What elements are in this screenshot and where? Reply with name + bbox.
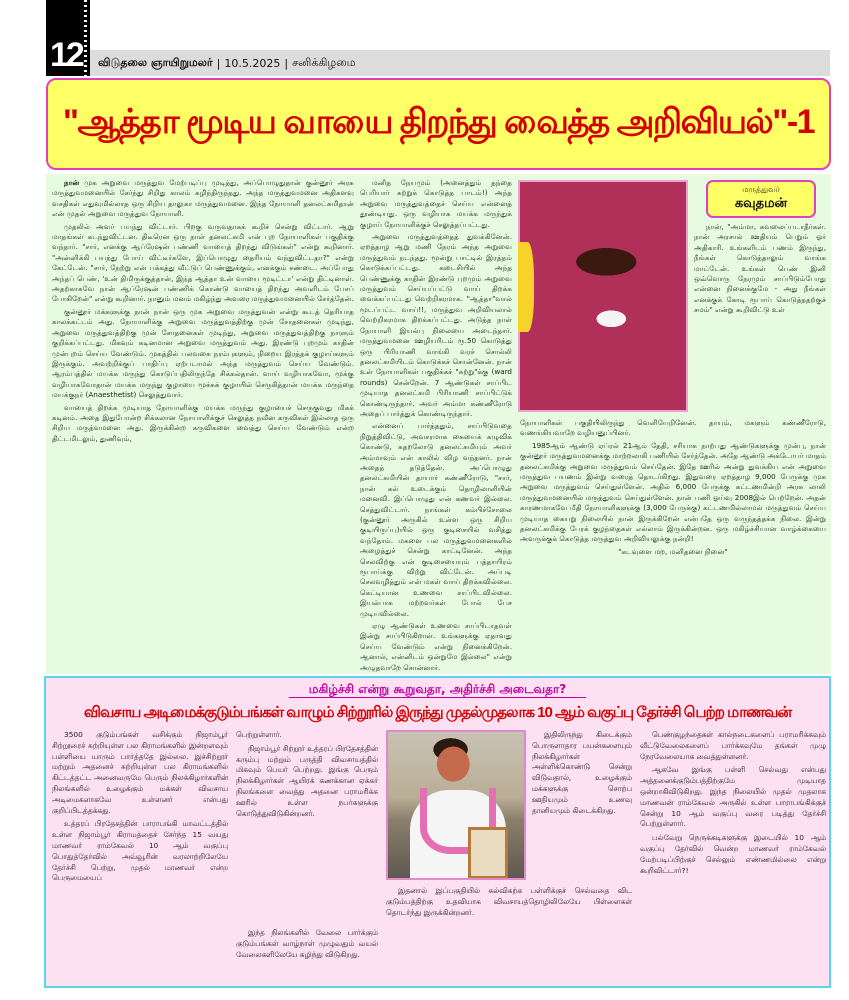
paragraph: குன்னூர் மக்களுக்கு நான் நான் ஒரு முக அறுவை மருத்துவன் என்று கூடத் தெரியாத காலக்கட்டம் அது. நோயாளிக்கு அறுவை மருத்துவத்திற்கு முன் சோதனைகள் முடிந்து, அறுவை மருத்துவத்திற்கு முன் சோதனைகள் முடிந்து, அறுவை மருத்துவத்திற்கு நாளும் குறிக்கப்பட்டது. மிகவும் கடினமான அறுவை மருத்துவம் அது. இரண்டு புறமும் காதின் முன்புறம் செய்ய வேண்டும். முகத்தில் பலவகை நரம்புகளும், நிறைய இரத்தக் குழாய்களும் இருக்கும். அவற்றிக்குப் பாதிப்பு ஏற்படாமல் அந்த மருத்துவம் செய்ய வேண்டும். ஆரம்பத்தில் மயக்க மருந்து கொடுப்பதிலிருந்தே சிக்கல்தான். வாய் வழியாகவோ, மூக்கு வழியாகவோதான் மயக்க மருந்து குழாயை மூச்சுக் குழாயில் செருகித்தான் மயக்க மருந்தை மயக்குநர் (Anaesthetist) செலுத்துவார்.: [52, 306, 354, 400]
paragraph: பெண்குழந்தைகள் கால்நடைகளைப் பராமரிக்கவும் வீட்டுவேலைகளைப் பார்க்கவுமே தங்கள் முழு நேரவேலையாக வைத்துள்ளனர்.: [640, 730, 826, 761]
article2-column-2-continued: [386, 886, 632, 921]
article2-column-3: [532, 730, 632, 819]
article2-column-2: [236, 730, 378, 822]
paragraph-text: முக அறுவை மருத்துவ மேற்படிப்பு முடித்து, அப்பொழுதுதான் குன்னூர் அரசு மருத்துவமனையில் சேர்ந்து சிறிது காலம் கழிந்திருந்தது. அந்த மருத்துவமனை அதிகளவு வசதிகள் எதுவுமில்லாத ஒரு சிறிய தாலுகா மருத்துவமனை. இந்த நோயாளி தனலட்சுமிதான் என் முதல் அறுவை மருத்துவ நோயாளி.: [52, 178, 354, 219]
paragraph: இந்த நிலங்களில் வேலை பார்க்கும் குடும்பங்கள் வாழ்நாள் முழுவதும் வயல் வேலைகளிலேயே கழிந்து விடுகிறது.: [236, 928, 378, 959]
paragraph: முதலில் அவர் பயந்து விட்டார். பிறகு வருவதாகக் கூறிச் சென்று விட்டார். ஆறு மாதங்கள் கடந்துவிட்டன. திடீரென ஒரு நாள் தனலட்சுமி என் புற நோயாளிகள் பகுதிக்கு வந்தார். "சார், எனக்கு ஆப்ரேஷன் பண்ணி வாயைத் திறந்து விடுங்கள்" என்று கூறினார். "அன்னிக்கி பயந்து போய் விட்டீர்களே, இப்பொழுது தைரியம் வந்துவிட்டதா?" என்று கேட்டேன். "சார், நேற்று என் பக்கத்து வீட்டுப் பெண்ணுக்கும், எனக்கும் சண்டை. அப்போது அந்தப் பெண், 'உன் திமிருக்குத்தான், இந்த ஆத்தா உன் வாயை மூடிட்டா' என்று திட்டினாள். அதற்காகவே நான் ஆப்ரேஷன் பண்ணிக் கொண்டு வாயைத் திறந்து அவளிடம் பேசப் போகிறேன்" என்று கூறினார். நானும் மனம் மகிழ்ந்து அவரை மருத்துவமனையில் சேர்த்தேன்.: [52, 221, 354, 304]
paragraph: ஏழு ஆண்டுகள் உணவை சாப்பிடாதவள் இன்று சாப்பிடுகிறாள். உங்களுக்கு ஏதாவது செய்ய வேண்டும் என்று நினைக்கிறேன். ஆனால், என்னிடம் ஒன்றுமே இல்லை" என்று அழுதவாறே சொன்னார்.: [360, 621, 512, 672]
article-headline: "ஆத்தா மூடிய வாயை திறந்து வைத்த அறிவியல்"-1: [62, 102, 815, 141]
article-column-3-continued: [520, 418, 826, 559]
paragraph: வாயைத் திறக்க முடியாத நோயாளிக்கு மயக்க மருந்து குழாயைச் செருகுவது மிகக் கடினம். அதை இதுபோன்ற சிக்கலான நோயாளிக்குச் செலுத்த நவீன கருவிகள் இல்லாத ஒரு சிறிய மருத்வமனை அது. இருக்கின்ற கருவிகளை வைத்து செய்ய வேண்டும் என்ற திட்டமிடலும், துணிவும்,: [52, 402, 354, 443]
second-article-headline: விவசாய அடிமைக்குடும்பங்கள் வாழும் சிற்றூரில் இருந்து முதல்முதலாக 10 ஆம் வகுப்பு தேர்ச்சி பெற்ற மாணவன்: [83, 704, 792, 721]
issue-date: 10.5.2025: [224, 56, 281, 70]
headline-box: [46, 78, 831, 170]
byline: [706, 180, 816, 218]
paragraph: 3500 குடும்பங்கள் வசிக்கும் நிஜாம்பூர் சிற்றூரைச் சுற்றியுள்ள பல கிராமங்களில் இன்றளவும் பள்ளியை யாரும் பார்த்ததே இல்லை. இச்சிற்றூர் மற்றும் அதனைச் சுற்றியுள்ள பல கிராமங்களில் கிட்டத்தட்ட அனைவருமே பெரும் நிலக்கிழார்களின் நிலங்களில் உழைக்கும் மக்கள் விவசாய அடிமைகளாகவே உள்ளனர் என்பது குறிப்பிடத்தக்கது.: [52, 730, 228, 815]
paragraph: [52, 178, 354, 220]
paragraph: நோயாளிகள் பகுதியிலிருந்து வெளியேறினேன். தாயும், மகளும் கண்ணீரோடு, வணங்கியவாறே வழியனுப்பினர்.: [520, 418, 826, 438]
issue-day: சனிக்கிழமை: [292, 55, 356, 69]
byline-name: கவுதமன்: [734, 196, 788, 211]
paragraph: பெற்றுள்ளார்.: [236, 730, 282, 739]
paragraph: நான், "அம்மா, கவலைப்படாதீர்கள். நான் அரசால் ஊதியம் பெறும் ஓர் அதிகாரி. உங்களிடம் பணம் இருந்து, நீங்கள் கொடுத்தாலும் வாங்க மாட்டேன். உங்கள் பெண் இனி ஒவ்வொரு நேரமும் சாப்பிடும்போது என்னை நினைக்குமே - அது நீங்கள் எனக்குக் கோடி ரூபாய் கொடுத்ததற்குச் சமம்" என்று கூறிவிட்டு உள்: [694, 222, 826, 315]
separator: |: [216, 56, 221, 70]
masthead: [90, 50, 830, 76]
separator: |: [284, 56, 289, 70]
main-article: [46, 174, 831, 674]
article-column-3: [694, 222, 826, 318]
closing-quote: "கடவுளை மற, மனிதனை நினை": [618, 546, 728, 556]
paragraph: நிஜாம்பூர் சிற்றூர் உத்தரப் பிரதேசத்தின் கரும்பு மற்றும் பருத்தி விவசாயத்தில் மிகவும் பெயர் பெற்றது. இங்கு பெரும் நிலக்கிழார்கள் ஆயிரக் கணக்கான ஏக்கர் நிலங்களை வைத்து அதனை பராமரிக்க ஊரில் உள்ள நபர்களுக்கு கொடுத்துவிடுகின்றனர்.: [236, 743, 378, 818]
publication-name: விடுதலை ஞாயிறுமலர்: [98, 55, 213, 69]
patient-photo: [518, 180, 688, 412]
paragraph: உத்தரப் பிரதேசத்தின் பாராபங்கி மாவட்டத்தில் உள்ள நிஜாம்பூர் கிராமத்தைச் சேர்ந்த 15 வயது மாணவர் ராம்கேவல் 10 ஆம் வகுப்பு பொதுத்தேர்வில் அவ்வூரின் வரலாற்றிலேயே தேர்ச்சி பெற்று, முதல் மாணவர் என்ற பெருமையைப்: [52, 819, 228, 883]
photo-certificate: [468, 827, 508, 879]
article2-column-4: [640, 730, 826, 879]
article2-column-2-end: [236, 928, 378, 963]
byline-role: மருத்துவர்: [742, 185, 780, 194]
paragraph: இதனால் இப்பகுதியில் கல்விகற்க பள்ளிக்குச் செல்வதை விட குடும்பத்திற்கு உதவியாக விவசாயத்தொழிலிலேயே பிள்ளைகள் தொடர்ந்து இருக்கின்றனர்.: [386, 886, 632, 917]
article-column-2: [360, 178, 512, 675]
paragraph: என்னைப் பார்த்ததும், சாப்பிடுவதை நிறுத்திவிட்டு, அவசரமாக கையைக் கழுவிக் கொண்டு, கதறலோடு தனலட்சுமியும் அவர் அம்மாவும் என் காலில் விழ வந்தனர். நான் அதைத் தடுத்தேன். அப்பொழுது தனலட்சுமியின் தாயார் கண்ணீரோடு, "சார், நான் கல் உடைக்கும் தொழிலாளியின் மனைவி. இப்பொழுது என் கணவர் இல்லை. செத்துவிட்டார். நாங்கள் கம்பிச்சோலை (குன்னூர் அருகில் உள்ள ஒரு சிறிய குடியிருப்பு)யில் ஒரு குடிசையில் வசித்து வந்தோம். மகளை பல மருத்துவமனைகளில் அழைத்துச் சென்று காட்டினேன். அந்த செலவிற்கு என் குடிசையையும் பத்தாயிரம் ரூபாய்க்கு விற்று விட்டேன். அப்படி செலவழித்தும் என் மகள் வாய் திறக்கவில்லை. கெட்டியான உணவை சாப்பிடவில்லை. இயல்பாக மற்றவர்கள் போல் பேச முடியவில்லை.: [360, 421, 512, 618]
paragraph: அறுவை மருத்துவத்தைத் துவக்கினேன். ஏறத்தாழ ஆறு மணி நேரம் அந்த அறுவை மருத்துவம் நடந்தது. மூன்று பாட்டில் இரத்தம் கொடுக்கப்பட்டது. கடைசியில் அந்த பெண்ணுக்கு காதின் இரண்டு புறமும் அறுவை மருத்துவம் செய்யப்பட்டு வாய் திறக்க வைக்கப்பட்டது வெற்றிகரமாக. "ஆத்தா"வால் மூடப்பட்ட வாய்!!, மருத்துவ அறிவியலால் வெற்றிகரமாக திறக்கப்பட்டது. அடுத்த நாள் நோயாளி இயல்பு நிலையை அடைந்தார். மருத்துவமனை ஊழியரிடம் ரூ.50 கொடுத்து ஒரு பிரியாணி வாங்கி வரச் சொல்லி தனலட்சுமியிடம் கொடுக்கச் சொன்னேன். நான் உள் நோயாளிகள் பகுதிக்கச் "சுற்று"க்கு (ward rounds) சென்றேன். 7 ஆண்டுகள் சாப்பிட முடியாத தனலட்சுமி பிரியாணி சாப்பிட்டுக் கொண்டிருந்தார். அவர் அம்மா கண்ணீரோடு அதைப் பார்த்துக் கொண்டிருந்தார்.: [360, 232, 512, 418]
student-photo: [386, 730, 526, 880]
paragraph: இதிலிருந்து கிடைக்கும் பொருளாதார பயன்களையும் நிலக்கிழார்கள் அள்ளிக்கொண்டு சென்று விடுவதால், உழைக்கும் மக்களுக்கு சொற்ப ஊதியமும் உணவு தானியமும் கிடைக்கிறது.: [532, 730, 632, 815]
kicker-text: மகிழ்ச்சி என்று கூறுவதா, அதிர்ச்சி அடைவதா?: [289, 682, 586, 698]
paragraph: மனித நேயமும் (அனைத்தும் தந்தை பெரியார் கற்றுக் கொடுத்த பாடம்!) அந்த அறுவை மருத்துவத்தைச் செய்ய என்னைத் தூண்டியது. ஒரு வழியாக மயக்க மருந்துக் குழாய் நோயாளிக்குச் செலுத்தப்பட்டது.: [360, 178, 512, 229]
paragraph: ஆகவே இங்கு பள்ளி செல்வது என்பது அத்தனைக்குடும்பத்திற்குமே முடியாத ஒன்றாகிவிடுகிறது. இந்த நிலையில் முதல் முதலாக மாணவன் ராம்கேவல் அருகில் உள்ள பாராபங்கிக்குச் சென்று 10 ஆம் வகுப்பு வரை படித்து தேர்ச்சி பெற்றுள்ளார்.: [640, 765, 826, 829]
second-article: [44, 676, 831, 988]
paragraph: பல்வேறு நெருக்கடிகளுக்கு இடையில் 10 ஆம் வகுப்பு தேர்வில் வென்ற மாணவர் ராம்கேவல் மேற்படிப்பிற்குச் செல்லும் எண்ணமில்லை என்று கூறிவிட்டார்?!: [640, 833, 826, 875]
page-number: 12: [46, 0, 90, 76]
kicker: [46, 682, 829, 698]
lead-word: நான்: [64, 178, 80, 187]
article2-column-1: [52, 730, 228, 887]
paragraph: 1985ஆம் ஆண்டு ஏப்ரல் 21ஆம் தேதி, சரியாக நாற்பது ஆண்டுகளுக்கு முன்பு, நான் குன்னூர் மருத்துவமனைக்கு மாற்றலாகி பணியில் சேர்ந்தேன். அதே ஆண்டு அக்டோபர் மாதம் தனலட்சுமிக்கு அறுவை மருத்துவம் செய்தேன். இதே ஊரில் அன்று துவக்கிய என் அறுவை மருத்துவ பயணம் இன்று வரைத் தொடர்கிறது. இதுவரை ஏறத்தாழ 9,000 பேருக்கு முக அறுவை மருத்துவம் செய்துள்ளேன். அதில் 6,000 பேருக்கு கட்டணமின்றி அரசு லாலி மருத்துவமனையில் மருத்துவம் செய்துள்ளேன். நான் பணி ஓய்வு 2008இல் பெற்றேன். அதன் காரணமாகவே மீதி நோயாளிகளுக்கு (3,000 பேருக்கு) கட்டணமில்லாமல் மருத்துவம் செய்ய முடியாத கையறு நிலையில் நான் இருக்கிறேன் என்பதே ஒரு வருந்தத்தக்க நிலை. இன்று தனலட்சுமிக்கு பேரக் குழந்தைகள் எல்லாம் இருக்கின்றன. ஒரு மகிழ்ச்சியான வாழ்க்கையை அவருக்குக் கொடுத்த மருத்துவ அறிவியலுக்கு நன்றி!: [520, 440, 826, 544]
article-column-1: [52, 178, 354, 446]
